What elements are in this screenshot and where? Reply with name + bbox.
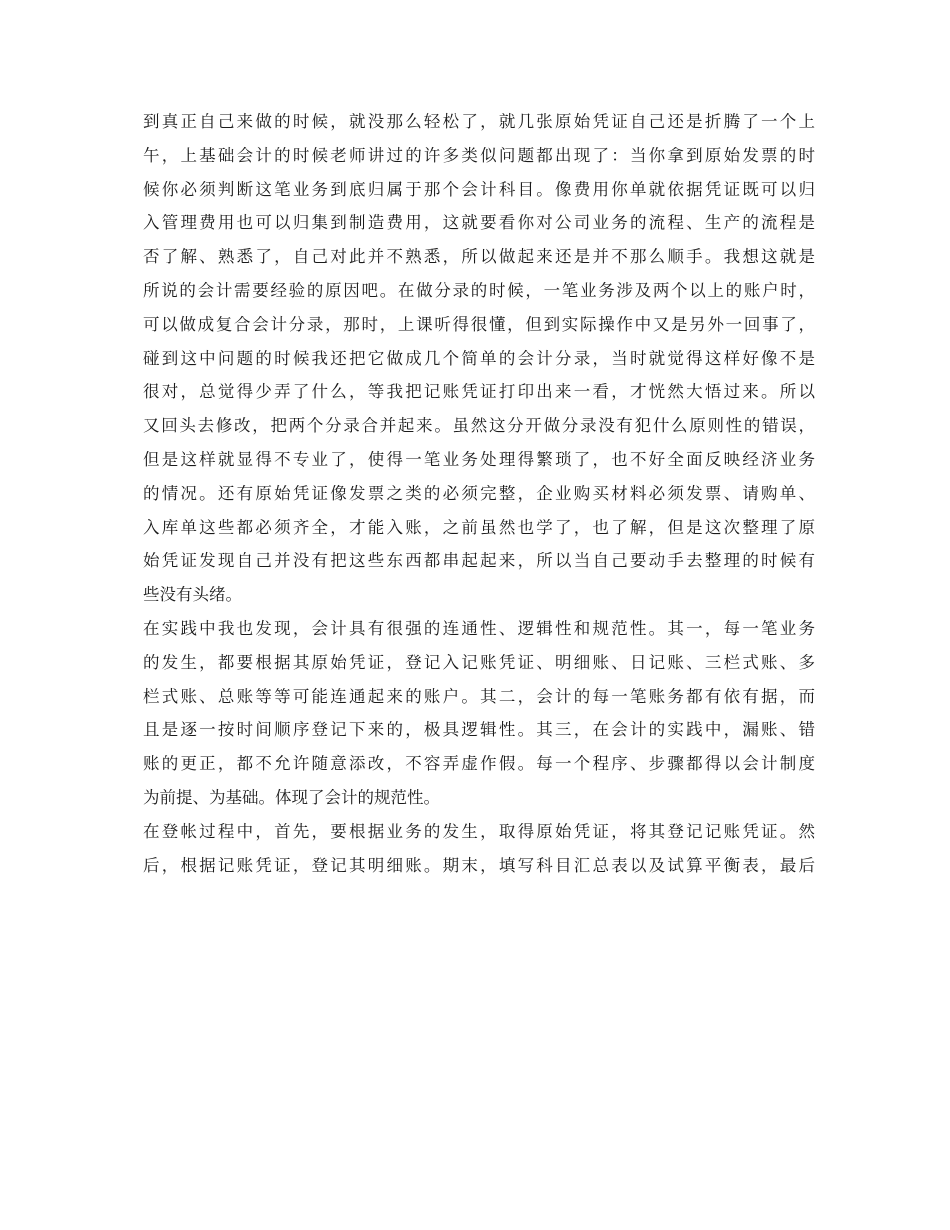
document-body [143,105,815,882]
text-line: 可以做成复合会计分录，那时，上课听得很懂，但到实际操作中又是另外一回事了， [143,314,815,334]
text-line: 但是这样就显得不专业了，使得一笔业务处理得繁琐了，也不好全面反映经济业务 [143,449,815,469]
text-line: 在实践中我也发现，会计具有很强的连通性、逻辑性和规范性。其一，每一笔业务 [143,618,815,638]
text-line: 候你必须判断这笔业务到底归属于那个会计科目。像费用你单就依据凭证既可以归 [143,179,815,199]
text-line: 否了解、熟悉了，自己对此并不熟悉，所以做起来还是并不那么顺手。我想这就是 [143,247,815,267]
text-line: 入管理费用也可以归集到制造费用，这就要看你对公司业务的流程、生产的流程是 [143,213,815,233]
text-line: 的情况。还有原始凭证像发票之类的必须完整，企业购买材料必须发票、请购单、 [143,483,815,503]
text-line: 始凭证发现自己并没有把这些东西都串起起来，所以当自己要动手去整理的时候有 [143,551,815,571]
text-line: 在登帐过程中，首先，要根据业务的发生，取得原始凭证，将其登记记账凭证。然 [143,821,815,841]
text-line: 后，根据记账凭证，登记其明细账。期末，填写科目汇总表以及试算平衡表，最后 [143,855,815,875]
text-line: 午，上基础会计的时候老师讲过的许多类似问题都出现了：当你拿到原始发票的时 [143,145,815,165]
text-line: 为前提、为基础。体现了会计的规范性。 [143,787,440,807]
text-line: 栏式账、总账等等可能连通起来的账户。其二，会计的每一笔账务都有依有据，而 [143,686,815,706]
text-line: 又回头去修改，把两个分录合并起来。虽然这分开做分录没有犯什么原则性的错误， [143,416,815,436]
text-line: 到真正自己来做的时候，就没那么轻松了，就几张原始凭证自己还是折腾了一个上 [143,112,815,131]
text-line: 账的更正，都不允许随意添改，不容弄虚作假。每一个程序、步骤都得以会计制度 [143,754,815,774]
text-line: 所说的会计需要经验的原因吧。在做分录的时候，一笔业务涉及两个以上的账户时， [143,280,815,300]
paragraph-3 [143,815,815,883]
text-line: 碰到这中问题的时候我还把它做成几个简单的会计分录，当时就觉得这样好像不是 [143,348,815,368]
text-line: 很对，总觉得少弄了什么，等我把记账凭证打印出来一看，才恍然大悟过来。所以 [143,382,815,402]
paragraph-2 [143,612,815,815]
text-line: 的发生，都要根据其原始凭证，登记入记账凭证、明细账、日记账、三栏式账、多 [143,652,815,672]
text-line: 且是逐一按时间顺序登记下来的，极具逻辑性。其三，在会计的实践中，漏账、错 [143,720,815,740]
paragraph-1 [143,105,815,612]
text-line: 些没有头绪。 [143,585,242,605]
text-line: 入库单这些都必须齐全，才能入账，之前虽然也学了，也了解，但是这次整理了原 [143,517,815,537]
